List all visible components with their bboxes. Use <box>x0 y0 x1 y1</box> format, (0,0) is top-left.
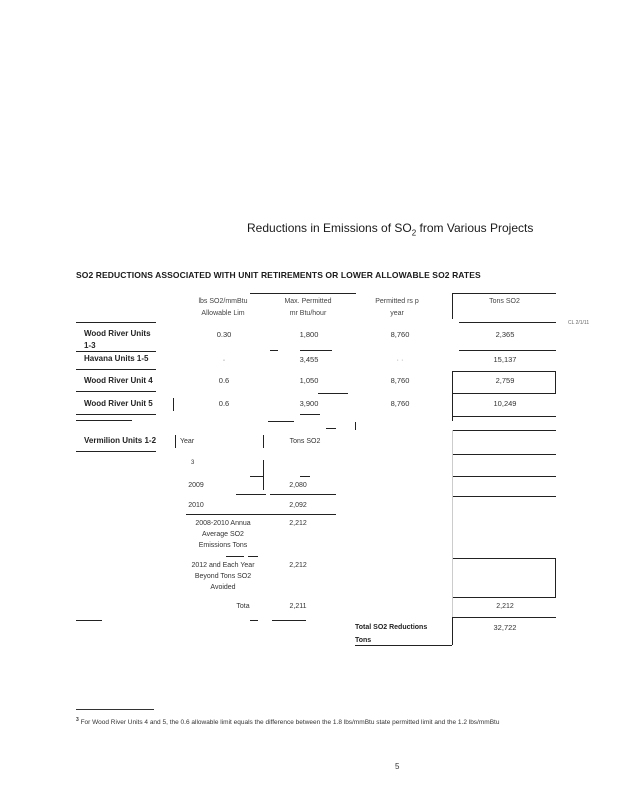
cell-allowable: 0.6 <box>218 399 230 408</box>
cell-allowable: 0.6 <box>218 376 230 385</box>
cell-tons: 10,249 <box>493 399 517 408</box>
grand-total-label: Total SO2 Reductions Tons <box>355 624 428 644</box>
cell-tons: 2,759 <box>495 376 515 385</box>
cell-heat-input: 3,900 <box>299 399 319 408</box>
cell-heat-input: 3,455 <box>299 355 319 364</box>
vermilion-total-label: Tota <box>236 603 250 610</box>
row-label-vermilion-1-2: Vermilion Units 1-2 <box>84 436 157 445</box>
page-number: 5 <box>395 762 400 771</box>
col-header-hours: Permitted rs p year <box>375 298 419 317</box>
vermilion-beyond-value: 2,212 <box>289 562 307 569</box>
vermilion-year: 2010 <box>188 502 204 509</box>
col-header-allowable: lbs SO2/mmBtu Allowable Lim <box>198 298 248 317</box>
cell-heat-input: 1,050 <box>299 376 319 385</box>
cell-tons: 15,137 <box>493 355 517 364</box>
footnote: $^3$ For Wood River Units 4 and 5, the 0.6 allowable limit equals the difference between the 1.8 lbs/mmBtu state permitted limit and the 1.2 lbs/mmBtu <box>76 717 500 727</box>
row-label-wood-river-5: Wood River Unit 5 <box>84 399 153 408</box>
vermilion-year-header: Year <box>180 438 195 445</box>
cell-allowable: · <box>222 355 226 364</box>
cell-heat-input: 1,800 <box>299 330 319 339</box>
vermilion-tons: 2,080 <box>289 482 307 489</box>
vermilion-beyond-label: 2012 and Each Year Beyond Tons SO2 Avoided <box>191 562 255 591</box>
cell-hours: 8,760 <box>390 376 410 385</box>
vermilion-note-mark: 3 <box>191 460 195 466</box>
page-title: Reductions in Emissions of $SO_2$ from Various Projects <box>247 221 534 238</box>
vermilion-average-value: 2,212 <box>289 520 307 527</box>
row-label-wood-river-1-3: Wood River Units 1-3 <box>84 329 151 350</box>
cell-tons: 2,365 <box>495 330 515 339</box>
vermilion-average-label: 2008-2010 Annua Average SO2 Emissions Tons <box>195 520 251 549</box>
cell-allowable: 0.30 <box>216 330 232 339</box>
cell-hours: 8,760 <box>390 399 410 408</box>
section-heading: SO2 REDUCTIONS ASSOCIATED WITH UNIT RETIREMENTS OR LOWER ALLOWABLE SO2 RATES <box>76 270 481 280</box>
grand-total-value: 32,722 <box>493 623 517 632</box>
col-header-heat-input: Max. Permitted mr Btu/hour <box>284 298 332 317</box>
vermilion-tons: 2,092 <box>289 502 307 509</box>
vermilion-total-right: 2,212 <box>496 603 514 610</box>
vermilion-tons-header: Tons SO2 <box>289 438 321 445</box>
side-note: CL 2/1/11 <box>568 320 590 326</box>
vermilion-total-value: 2,211 <box>289 603 307 610</box>
col-header-tons: Tons SO2 <box>489 298 520 305</box>
cell-hours: · · <box>396 355 404 364</box>
row-label-wood-river-4: Wood River Unit 4 <box>84 376 153 385</box>
vermilion-year: 2009 <box>188 482 204 489</box>
row-label-havana-1-5: Havana Units 1-5 <box>84 354 149 363</box>
cell-hours: 8,760 <box>390 330 410 339</box>
